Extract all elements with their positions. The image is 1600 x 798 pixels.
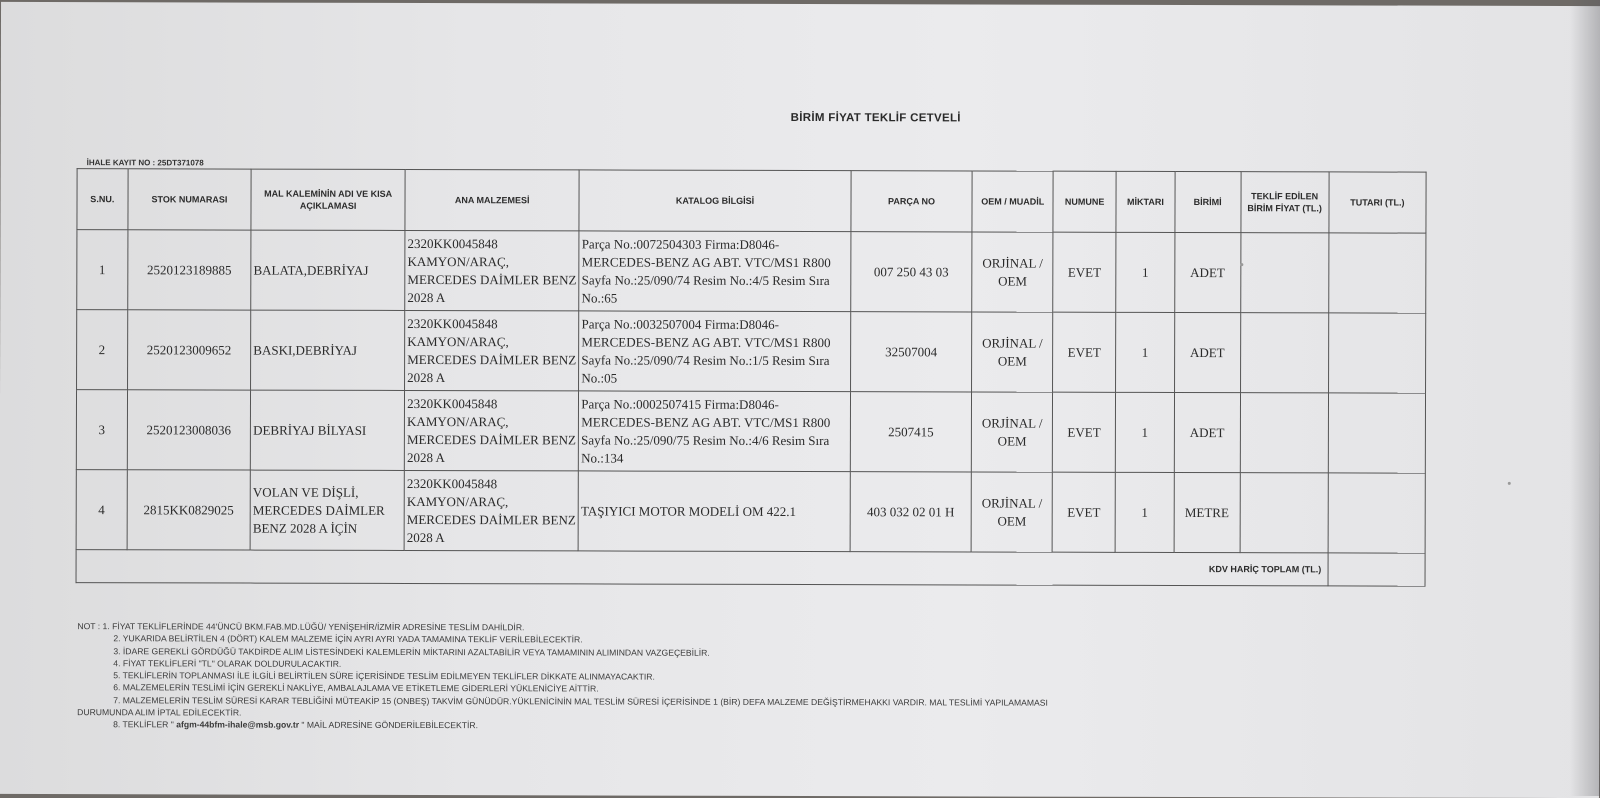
paper-edge-shadow bbox=[1570, 0, 1600, 796]
cell-ana: 2320KK0045848 KAMYON/ARAÇ, MERCEDES DAİMLER BENZ 2028 A bbox=[404, 470, 578, 550]
note-7: 7. MALZEMELERİN TESLİM SÜRESİ KARAR TEBLİĞİNİ MÜTEAKİP 15 (ONBEŞ) TAKVİM GÜNÜDÜR.YÜKLENİCİNİN MAL TESLİM SÜRESİ İÇERİSİNDE 1 (BİR) DEFA MALZEME DEĞİŞTİRMEHAKKI VARDIR. MAL TESLİMİ YAPILAMAMASI bbox=[113, 694, 1048, 708]
header-parca-no: PARÇA NO bbox=[851, 171, 973, 232]
cell-numune: EVET bbox=[1053, 392, 1116, 472]
cell-stok: 2520123009652 bbox=[127, 310, 251, 390]
document-title: BİRİM FİYAT TEKLİF CETVELİ bbox=[790, 111, 961, 125]
cell-mal: BASKI,DEBRİYAJ bbox=[251, 310, 405, 390]
cell-sno: 1 bbox=[77, 230, 128, 310]
note-1: NOT : 1. FİYAT TEKLİFLERİNDE 44'ÜNCÜ BKM.FAB.MD.LÜĞÜ/ YENİŞEHİR/İZMİR ADRESİNE TESLİM DAHİLDİR. bbox=[77, 621, 525, 633]
paper-speck bbox=[1240, 263, 1243, 266]
cell-miktari: 1 bbox=[1115, 472, 1174, 552]
cell-teklif-fiyat[interactable] bbox=[1240, 313, 1328, 393]
cell-birimi: METRE bbox=[1174, 472, 1240, 552]
cell-stok: 2815KK0829025 bbox=[127, 470, 251, 550]
cell-ana: 2320KK0045848 KAMYON/ARAÇ, MERCEDES DAİMLER BENZ 2028 A bbox=[405, 310, 579, 390]
paper-speck bbox=[1508, 482, 1511, 485]
header-numune: NUMUNE bbox=[1053, 171, 1116, 232]
cell-sno: 3 bbox=[76, 390, 127, 470]
header-oem-muadil: OEM / MUADİL bbox=[972, 171, 1053, 232]
header-stok-numarasi: STOK NUMARASI bbox=[128, 169, 252, 230]
cell-oem: ORJİNAL / OEM bbox=[971, 472, 1052, 552]
cell-mal: VOLAN VE DİŞLİ, MERCEDES DAİMLER BENZ 2028 A İÇİN bbox=[250, 470, 404, 550]
total-label: KDV HARİÇ TOPLAM (TL.) bbox=[76, 550, 1328, 586]
note-6: 6. MALZEMELERİN TESLİMİ İÇİN GEREKLİ NAKLİYE, AMBALAJLAMA VE ETİKETLEME GİDERLERİ YÜKLENİCİYE AİTTİR. bbox=[113, 682, 599, 694]
note-8-prefix: 8. TEKLİFLER " bbox=[113, 719, 177, 730]
cell-parca: 32507004 bbox=[850, 312, 972, 392]
cell-parca: 007 250 43 03 bbox=[850, 232, 972, 312]
cell-ana: 2320KK0045848 KAMYON/ARAÇ, MERCEDES DAİMLER BENZ 2028 A bbox=[405, 230, 579, 310]
cell-miktari: 1 bbox=[1116, 232, 1175, 312]
header-katalog-bilgisi: KATALOG BİLGİSİ bbox=[579, 170, 851, 232]
cell-tutari[interactable] bbox=[1328, 473, 1426, 553]
header-tutari: TUTARI (TL.) bbox=[1329, 172, 1426, 233]
cell-miktari: 1 bbox=[1116, 312, 1175, 392]
cell-oem: ORJİNAL / OEM bbox=[972, 392, 1053, 472]
cell-stok: 2520123189885 bbox=[127, 230, 251, 310]
cell-ana: 2320KK0045848 KAMYON/ARAÇ, MERCEDES DAİMLER BENZ 2028 A bbox=[404, 390, 578, 470]
cell-sno: 4 bbox=[76, 470, 127, 550]
cell-parca: 403 032 02 01 H bbox=[850, 472, 972, 552]
header-miktari: MİKTARI bbox=[1116, 171, 1175, 232]
total-value[interactable] bbox=[1328, 553, 1425, 586]
cell-numune: EVET bbox=[1053, 312, 1116, 392]
cell-parca: 2507415 bbox=[850, 392, 972, 472]
cell-sno: 2 bbox=[77, 310, 128, 390]
note-8-suffix: " MAİL ADRESİNE GÖNDERİLEBİLECEKTİR. bbox=[299, 720, 479, 731]
table-row bbox=[76, 470, 1425, 554]
cell-katalog: Parça No.:0072504303 Firma:D8046-MERCEDES-BENZ AG ABT. VTC/MS1 R800 Sayfa No.:25/090/74 Resim No.:4/5 Resim Sıra No.:65 bbox=[579, 231, 851, 312]
table-header-row bbox=[77, 169, 1426, 234]
cell-katalog: Parça No.:0002507415 Firma:D8046-MERCEDES-BENZ AG ABT. VTC/MS1 R800 Sayfa No.:25/090/75 Resim No.:4/6 Resim Sıra No.:134 bbox=[579, 391, 851, 472]
header-ana-malzemesi: ANA MALZEMESİ bbox=[405, 169, 579, 230]
cell-katalog: TAŞIYICI MOTOR MODELİ OM 422.1 bbox=[578, 471, 850, 552]
mail-address-link[interactable]: afgm-44bfm-ihale@msb.gov.tr bbox=[176, 719, 300, 731]
table-row bbox=[76, 390, 1425, 474]
ihale-kayit-no: İHALE KAYIT NO : 25DT371078 bbox=[86, 158, 204, 168]
cell-birimi: ADET bbox=[1174, 312, 1240, 392]
note-4: 4. FİYAT TEKLİFLERİ "TL" OLARAK DOLDURULACAKTIR. bbox=[113, 658, 342, 669]
cell-numune: EVET bbox=[1053, 232, 1116, 312]
cell-tutari[interactable] bbox=[1328, 233, 1426, 313]
cell-teklif-fiyat[interactable] bbox=[1240, 393, 1328, 473]
cell-numune: EVET bbox=[1052, 472, 1115, 552]
cell-oem: ORJİNAL / OEM bbox=[972, 312, 1053, 392]
price-offer-table bbox=[76, 168, 1427, 587]
cell-mal: DEBRİYAJ BİLYASI bbox=[250, 390, 404, 470]
cell-teklif-fiyat[interactable] bbox=[1240, 473, 1328, 553]
cell-mal: BALATA,DEBRİYAJ bbox=[251, 230, 405, 310]
table-row bbox=[77, 230, 1426, 314]
note-7-continued: DURUMUNDA ALIM İPTAL EDİLECEKTİR. bbox=[77, 707, 242, 718]
total-row bbox=[76, 550, 1425, 587]
note-8 bbox=[77, 718, 1457, 734]
note-2: 2. YUKARIDA BELİRTİLEN 4 (DÖRT) KALEM MALZEME İÇİN AYRI AYRI YADA TAMAMINA TEKLİF VERİLEBİLECEKTİR. bbox=[113, 633, 583, 645]
cell-birimi: ADET bbox=[1174, 392, 1240, 472]
cell-birimi: ADET bbox=[1174, 232, 1240, 312]
cell-stok: 2520123008036 bbox=[127, 390, 251, 470]
cell-miktari: 1 bbox=[1115, 392, 1174, 472]
cell-katalog: Parça No.:0032507004 Firma:D8046-MERCEDES-BENZ AG ABT. VTC/MS1 R800 Sayfa No.:25/090/74 Resim No.:1/5 Resim Sıra No.:05 bbox=[579, 311, 851, 392]
note-3: 3. İDARE GEREKLİ GÖRDÜĞÜ TAKDİRDE ALIM LİSTESİNDEKİ KALEMLERİN MİKTARINI AZALTABİLİR VEYA TAMAMININ ALIMINDAN VAZGEÇEBİLİR. bbox=[113, 645, 710, 658]
notes-section bbox=[77, 620, 1457, 734]
table-row bbox=[77, 310, 1426, 394]
header-birimi: BİRİMİ bbox=[1175, 171, 1241, 232]
header-teklif-birim-fiyat: TEKLİF EDİLEN BİRİM FİYAT (TL.) bbox=[1241, 172, 1329, 233]
cell-teklif-fiyat[interactable] bbox=[1240, 233, 1328, 313]
cell-tutari[interactable] bbox=[1328, 313, 1426, 393]
document-paper bbox=[0, 2, 1600, 798]
header-mal-kalemi: MAL KALEMİNİN ADI VE KISA AÇIKLAMASI bbox=[251, 169, 405, 230]
note-5: 5. TEKLİFLERİN TOPLANMASI İLE İLGİLİ BELİRTİLEN SÜRE İÇERİSİNDE TESLİM EDİLMEYEN TEKLİFLER DİKKATE ALINMAYACAKTIR. bbox=[113, 670, 655, 682]
cell-tutari[interactable] bbox=[1328, 393, 1426, 473]
header-sno: S.NU. bbox=[77, 169, 128, 230]
cell-oem: ORJİNAL / OEM bbox=[972, 232, 1053, 312]
